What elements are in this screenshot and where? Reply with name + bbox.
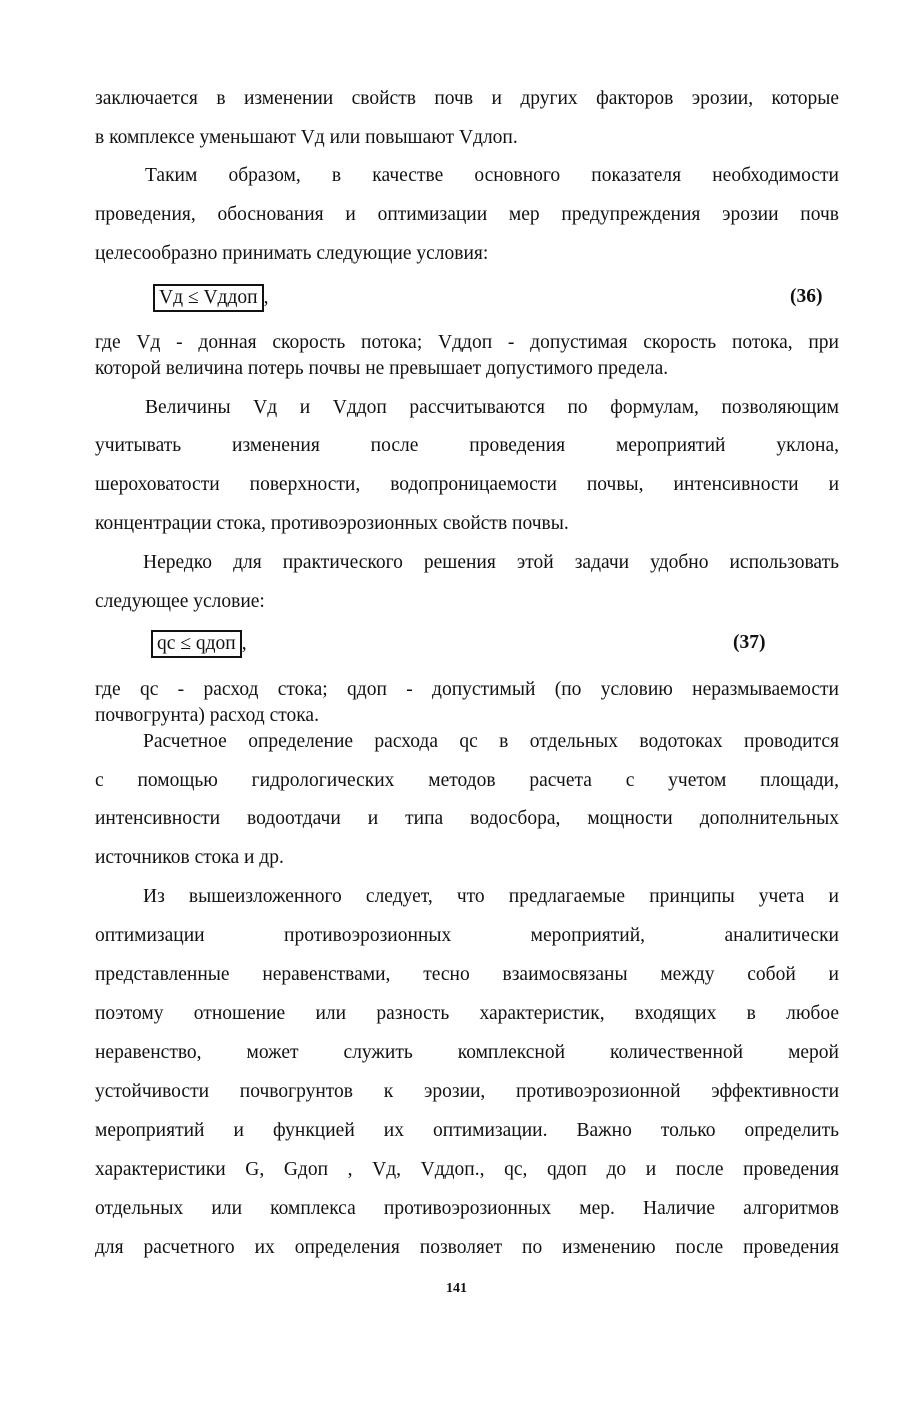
p1-line-2: в комплексе уменьшают Vд или повышают Vдлоп. bbox=[95, 127, 518, 148]
p5-line-4: источников стока и др. bbox=[95, 847, 284, 868]
p4-line-2: следующее условие: bbox=[95, 591, 265, 612]
def36-line-2: которой величина потерь почвы не превышает допустимого предела. bbox=[95, 358, 669, 379]
formula-37 bbox=[151, 630, 451, 658]
p2-line-2: проведения, обоснования и оптимизации мер предупреждения эрозии почв bbox=[95, 204, 839, 225]
p2-line-3: целесообразно принимать следующие условия: bbox=[95, 243, 489, 264]
p6-line-8: характеристики G, Gдоп , Vд, Vддоп., qс, qдоп до и после проведения bbox=[95, 1159, 839, 1180]
p6-line-6: устойчивости почвогрунтов к эрозии, противоэрозионной эффективности bbox=[95, 1081, 839, 1102]
formula-37-suffix: , bbox=[241, 633, 247, 654]
equation-number-37: (37) bbox=[733, 632, 766, 653]
p6-line-1: Из вышеизложенного следует, что предлагаемые принципы учета и bbox=[143, 886, 839, 907]
p5-line-2: с помощью гидрологических методов расчета с учетом площади, bbox=[95, 770, 839, 791]
p3-line-1: Величины Vд и Vддоп рассчитываются по формулам, позволяющим bbox=[145, 397, 839, 418]
def37-line-1: где qс - расход стока; qдоп - допустимый (по условию неразмываемости bbox=[95, 679, 839, 700]
equation-number-36: (36) bbox=[790, 286, 823, 307]
p3-line-4: концентрации стока, противоэрозионных свойств почвы. bbox=[95, 513, 569, 534]
p6-line-2: оптимизации противоэрозионных мероприятий, аналитически bbox=[95, 925, 839, 946]
p6-line-3: представленные неравенствами, тесно взаимосвязаны между собой и bbox=[95, 964, 839, 985]
p1-line-1: заключается в изменении свойств почв и других факторов эрозии, которые bbox=[95, 88, 839, 109]
p5-line-1: Расчетное определение расхода qс в отдельных водотоках проводится bbox=[143, 731, 839, 752]
def37-line-2: почвогрунта) расход стока. bbox=[95, 705, 319, 726]
p4-line-1: Нередко для практического решения этой задачи удобно использовать bbox=[143, 552, 839, 573]
page-number: 141 bbox=[446, 1281, 467, 1296]
p5-line-3: интенсивности водоотдачи и типа водосбора, мощности дополнительных bbox=[95, 808, 839, 829]
p6-line-4: поэтому отношение или разность характеристик, входящих в любое bbox=[95, 1003, 839, 1024]
formula-37-box: qс ≤ qдоп bbox=[151, 630, 242, 658]
p6-line-5: неравенство, может служить комплексной количественной мерой bbox=[95, 1042, 839, 1063]
p6-line-10: для расчетного их определения позволяет по изменению после проведения bbox=[95, 1237, 839, 1258]
p3-line-2: учитывать изменения после проведения мероприятий уклона, bbox=[95, 435, 839, 456]
p2-line-1: Таким образом, в качестве основного показателя необходимости bbox=[145, 165, 839, 186]
formula-36 bbox=[153, 284, 453, 312]
p3-line-3: шероховатости поверхности, водопроницаемости почвы, интенсивности и bbox=[95, 474, 839, 495]
formula-36-box: Vд ≤ Vддоп bbox=[153, 284, 264, 312]
def36-line-1: где Vд - донная скорость потока; Vддоп - допустимая скорость потока, при bbox=[95, 332, 839, 353]
p6-line-7: мероприятий и функцией их оптимизации. Важно только определить bbox=[95, 1120, 839, 1141]
p6-line-9: отдельных или комплекса противоэрозионных мер. Наличие алгоритмов bbox=[95, 1198, 839, 1219]
formula-36-suffix: , bbox=[263, 287, 269, 308]
